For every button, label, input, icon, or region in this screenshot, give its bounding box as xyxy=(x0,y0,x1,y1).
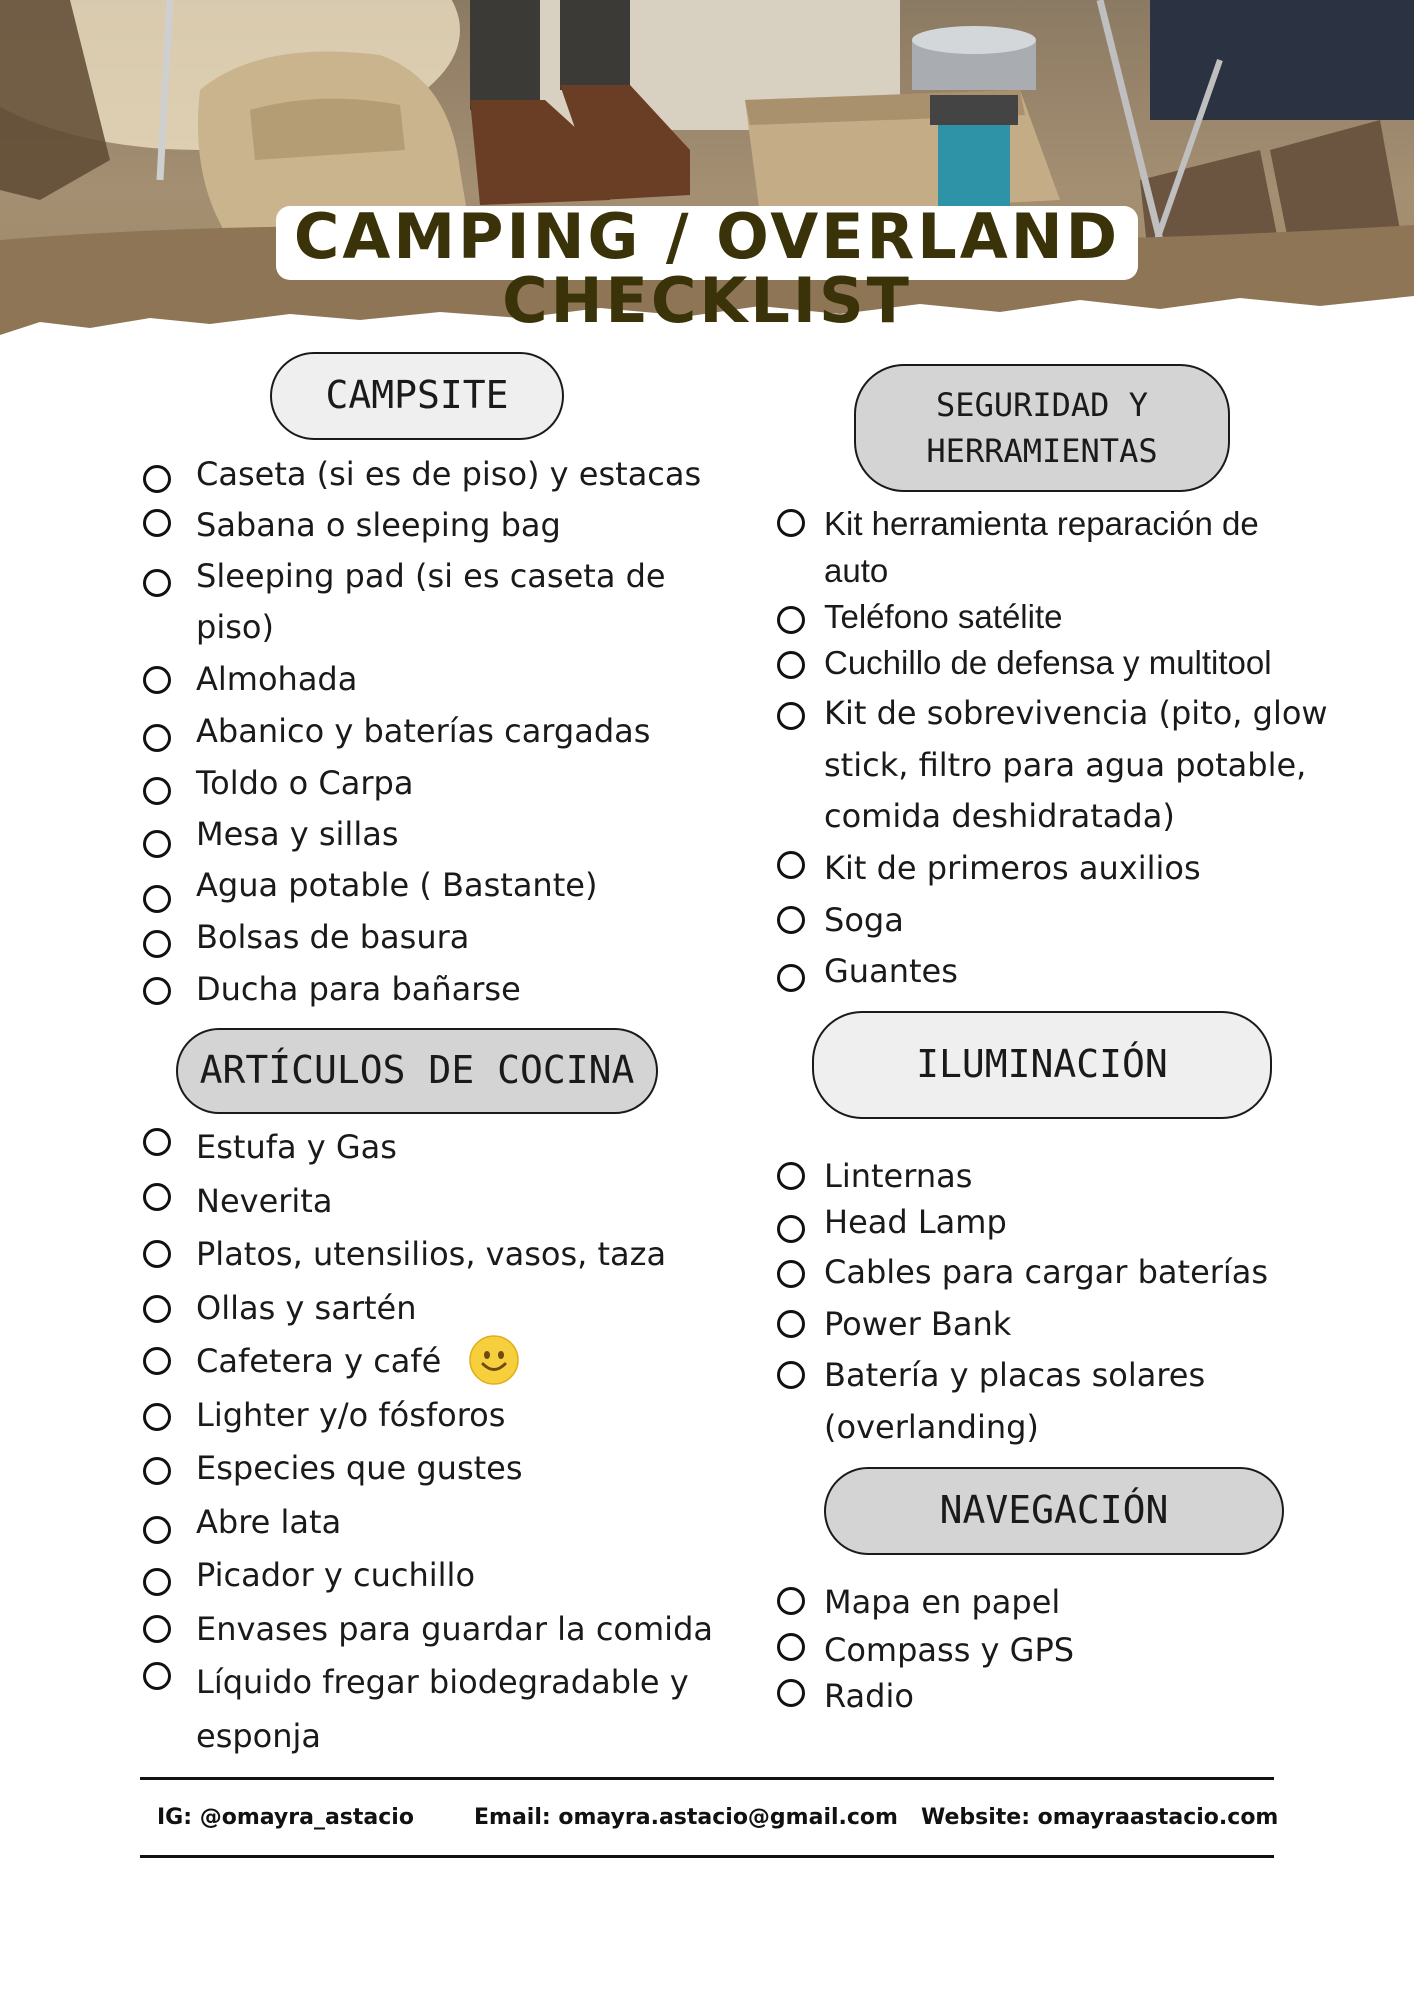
list-item: Toldo o Carpa xyxy=(196,764,414,802)
list-item: Head Lamp xyxy=(824,1203,1007,1241)
list-item: Cables para cargar baterías xyxy=(824,1253,1269,1291)
list-item: Radio xyxy=(824,1677,914,1715)
list-item: Soga xyxy=(824,901,904,939)
list-item: Compass y GPS xyxy=(824,1631,1075,1669)
section-heading-navegacion xyxy=(824,1467,1284,1555)
circle-checkbox-icon[interactable] xyxy=(777,906,805,934)
section-heading-seguridad xyxy=(854,364,1230,492)
circle-checkbox-icon[interactable] xyxy=(143,509,171,537)
circle-checkbox-icon[interactable] xyxy=(143,1295,171,1323)
circle-checkbox-icon[interactable] xyxy=(777,1633,805,1661)
list-item: Estufa y Gas xyxy=(196,1128,397,1166)
list-item-continuation: comida deshidratada) xyxy=(824,797,1175,835)
circle-checkbox-icon[interactable] xyxy=(143,1128,171,1156)
iluminacion-heading-text: ILUMINACIÓN xyxy=(916,1042,1168,1087)
list-item: Lighter y/o fósforos xyxy=(196,1396,506,1434)
footer-instagram: IG: @omayra_astacio xyxy=(157,1805,414,1830)
circle-checkbox-icon[interactable] xyxy=(143,1183,171,1211)
circle-checkbox-icon[interactable] xyxy=(143,465,171,493)
circle-checkbox-icon[interactable] xyxy=(777,1361,805,1389)
circle-checkbox-icon[interactable] xyxy=(143,1615,171,1643)
footer-website: Website: omayraastacio.com xyxy=(921,1805,1279,1830)
circle-checkbox-icon[interactable] xyxy=(143,977,171,1005)
page-title-line-1: CAMPING / OVERLAND xyxy=(293,200,1121,273)
list-item: Líquido fregar biodegradable y xyxy=(196,1663,689,1701)
list-item: Abre lata xyxy=(196,1503,342,1541)
smiley-face-icon xyxy=(468,1334,520,1386)
list-item: Bolsas de basura xyxy=(196,918,470,956)
list-item: Guantes xyxy=(824,952,958,990)
circle-checkbox-icon[interactable] xyxy=(143,1347,171,1375)
list-item: Agua potable ( Bastante) xyxy=(196,866,598,904)
list-item: Batería y placas solares xyxy=(824,1356,1206,1394)
list-item-continuation: piso) xyxy=(196,608,274,646)
page-title-line-2: CHECKLIST xyxy=(502,264,912,337)
circle-checkbox-icon[interactable] xyxy=(143,1403,171,1431)
circle-checkbox-icon[interactable] xyxy=(777,1679,805,1707)
footer-bottom-rule xyxy=(140,1855,1274,1858)
circle-checkbox-icon[interactable] xyxy=(143,1568,171,1596)
circle-checkbox-icon[interactable] xyxy=(777,964,805,992)
circle-checkbox-icon[interactable] xyxy=(143,1240,171,1268)
list-item: Sabana o sleeping bag xyxy=(196,506,561,544)
list-item: Kit herramienta reparación de xyxy=(824,505,1259,542)
seguridad-heading-line-2: HERRAMIENTAS xyxy=(926,432,1158,470)
list-item: Abanico y baterías cargadas xyxy=(196,712,651,750)
list-item: Teléfono satélite xyxy=(824,598,1063,635)
list-item-continuation: (overlanding) xyxy=(824,1408,1039,1446)
seguridad-heading-line-1: SEGURIDAD Y xyxy=(936,385,1148,424)
circle-checkbox-icon[interactable] xyxy=(777,1310,805,1338)
list-item: Mesa y sillas xyxy=(196,815,399,853)
circle-checkbox-icon[interactable] xyxy=(143,724,171,752)
circle-checkbox-icon[interactable] xyxy=(777,1215,805,1243)
campsite-heading-text: CAMPSITE xyxy=(325,373,509,418)
circle-checkbox-icon[interactable] xyxy=(143,1457,171,1485)
list-item: Power Bank xyxy=(824,1305,1012,1343)
circle-checkbox-icon[interactable] xyxy=(143,885,171,913)
list-item: Neverita xyxy=(196,1182,333,1220)
list-item: Kit de sobrevivencia (pito, glow xyxy=(824,694,1328,732)
list-item: Almohada xyxy=(196,660,358,698)
list-item: Ollas y sartén xyxy=(196,1289,417,1327)
circle-checkbox-icon[interactable] xyxy=(143,1662,171,1690)
section-heading-campsite xyxy=(270,352,564,440)
footer-email: Email: omayra.astacio@gmail.com xyxy=(474,1805,898,1830)
list-item: Cuchillo de defensa y multitool xyxy=(824,644,1272,681)
circle-checkbox-icon[interactable] xyxy=(143,930,171,958)
section-heading-cocina xyxy=(176,1028,658,1114)
circle-checkbox-icon[interactable] xyxy=(777,851,805,879)
circle-checkbox-icon[interactable] xyxy=(777,1260,805,1288)
circle-checkbox-icon[interactable] xyxy=(143,777,171,805)
cocina-heading-text: ARTÍCULOS DE COCINA xyxy=(199,1048,635,1093)
list-item: Platos, utensilios, vasos, taza xyxy=(196,1235,667,1273)
circle-checkbox-icon[interactable] xyxy=(143,830,171,858)
circle-checkbox-icon[interactable] xyxy=(777,651,805,679)
circle-checkbox-icon[interactable] xyxy=(143,666,171,694)
circle-checkbox-icon[interactable] xyxy=(143,1516,171,1544)
footer-top-rule xyxy=(140,1777,1274,1780)
list-item-continuation: esponja xyxy=(196,1717,322,1755)
navegacion-heading-text: NAVEGACIÓN xyxy=(939,1488,1169,1533)
list-item: Especies que gustes xyxy=(196,1449,523,1487)
list-item: Cafetera y café xyxy=(196,1342,442,1380)
list-item-continuation: stick, filtro para agua potable, xyxy=(824,746,1307,784)
list-item: Caseta (si es de piso) y estacas xyxy=(196,455,702,493)
circle-checkbox-icon[interactable] xyxy=(143,569,171,597)
list-item: Linternas xyxy=(824,1157,973,1195)
list-item: Sleeping pad (si es caseta de xyxy=(196,557,666,595)
circle-checkbox-icon[interactable] xyxy=(777,1587,805,1615)
list-item: Envases para guardar la comida xyxy=(196,1610,713,1648)
list-item: Mapa en papel xyxy=(824,1583,1061,1621)
list-item: Ducha para bañarse xyxy=(196,970,521,1008)
circle-checkbox-icon[interactable] xyxy=(777,509,805,537)
circle-checkbox-icon[interactable] xyxy=(777,1162,805,1190)
circle-checkbox-icon[interactable] xyxy=(777,702,805,730)
list-item: Picador y cuchillo xyxy=(196,1556,476,1594)
circle-checkbox-icon[interactable] xyxy=(777,606,805,634)
list-item: Kit de primeros auxilios xyxy=(824,849,1201,887)
section-heading-iluminacion xyxy=(812,1011,1272,1119)
list-item-continuation: auto xyxy=(824,552,889,589)
